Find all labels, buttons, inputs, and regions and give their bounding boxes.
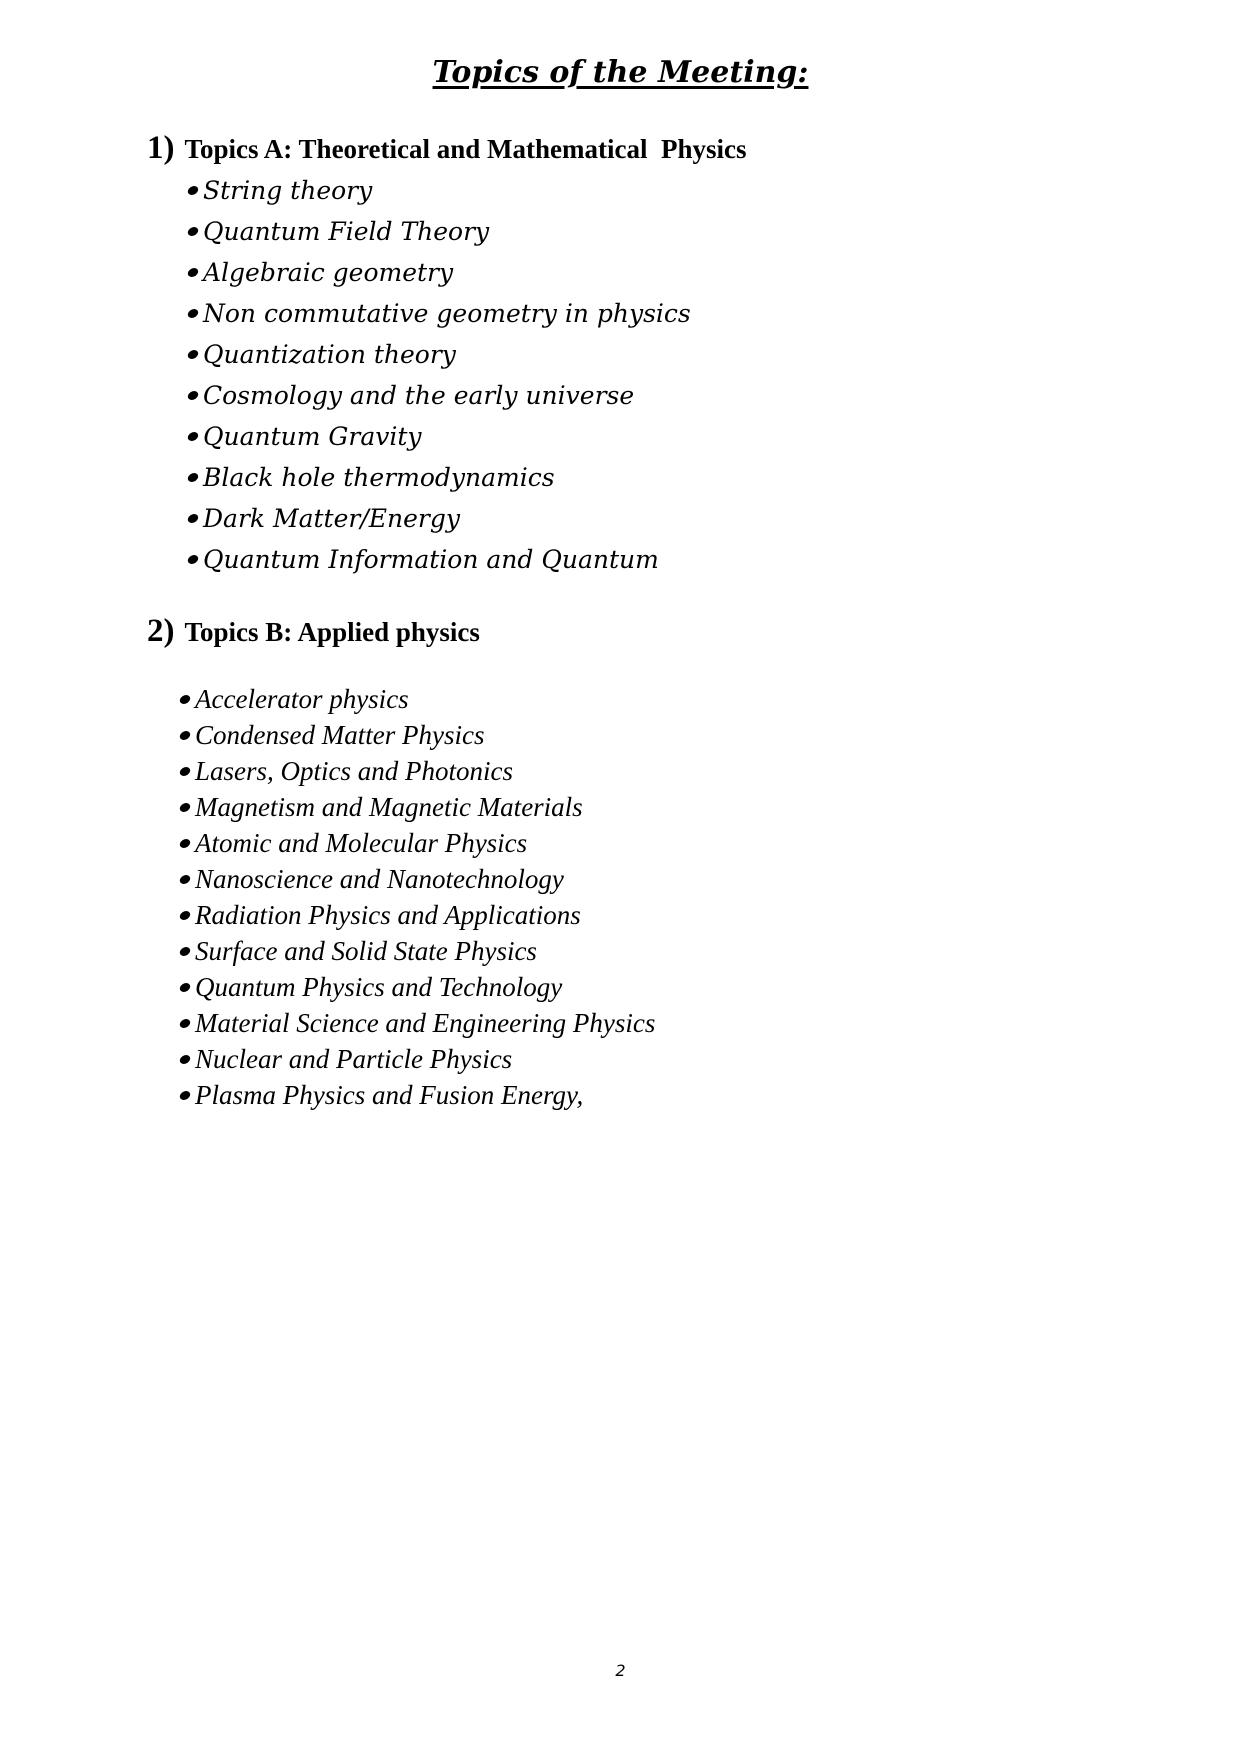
list-item-text: Algebraic geometry [203,258,454,287]
list-item [188,375,691,416]
bullet-icon [179,983,191,992]
list-item-text: Plasma Physics and Fusion Energy, [195,1080,584,1110]
bullet-icon [187,227,199,236]
list-item [188,211,691,252]
list-item [188,170,691,211]
bullet-icon [187,186,199,195]
list-item [180,825,655,861]
topics-b-list [180,681,655,1113]
section-title: Topics B: Applied physics [184,617,480,647]
list-item-text: Magnetism and Magnetic Materials [195,792,583,822]
bullet-icon [179,1055,191,1064]
page-number: 2 [615,1661,626,1680]
list-item [188,334,691,375]
list-item [188,457,691,498]
list-item [188,498,691,539]
bullet-icon [179,803,191,812]
list-item [180,1041,655,1077]
section-title: Topics A: Theoretical and Mathematical Physics [184,134,747,164]
list-item-text: Black hole thermodynamics [203,463,555,492]
list-item-text: Dark Matter/Energy [203,504,460,533]
bullet-icon [187,350,199,359]
list-item-text: Nuclear and Particle Physics [195,1044,513,1074]
list-item-text: Accelerator physics [195,684,409,714]
list-item [180,681,655,717]
list-item-text: Quantum Physics and Technology [195,972,563,1002]
list-item-text: Quantum Gravity [203,422,422,451]
list-item-text: Radiation Physics and Applications [195,900,581,930]
list-item-text: Nanoscience and Nanotechnology [195,864,564,894]
list-item-text: Quantum Information and Quantum [203,545,659,574]
bullet-icon [187,268,199,277]
list-item-text: Material Science and Engineering Physics [195,1008,656,1038]
bullet-icon [179,1091,191,1100]
list-item-text: Quantum Field Theory [203,217,490,246]
list-item-text: Condensed Matter Physics [195,720,485,750]
list-item-text: Surface and Solid State Physics [195,936,537,966]
topics-a-list [188,170,691,580]
list-item [180,897,655,933]
list-item-text: Quantization theory [203,340,456,369]
bullet-icon [179,1019,191,1028]
bullet-icon [179,731,191,740]
list-item-text: Cosmology and the early universe [203,381,635,410]
bullet-icon [187,309,199,318]
bullet-icon [179,911,191,920]
bullet-icon [187,391,199,400]
list-item-text: String theory [203,176,373,205]
section-b-heading [147,613,480,650]
bullet-icon [187,473,199,482]
list-item [180,1005,655,1041]
list-item [180,753,655,789]
list-item [180,933,655,969]
section-a-heading [147,130,747,167]
list-item [180,861,655,897]
bullet-icon [179,947,191,956]
list-item-text: Non commutative geometry in physics [203,299,691,328]
section-number: 1) [147,130,175,166]
bullet-icon [179,839,191,848]
list-item [188,539,691,580]
list-item [188,416,691,457]
bullet-icon [179,875,191,884]
list-item [188,252,691,293]
section-number: 2) [147,613,175,649]
list-item [180,969,655,1005]
list-item [180,717,655,753]
list-item [180,789,655,825]
list-item [180,1077,655,1113]
bullet-icon [179,695,191,704]
bullet-icon [179,767,191,776]
bullet-icon [187,555,199,564]
page-title: Topics of the Meeting: [432,55,809,90]
list-item-text: Lasers, Optics and Photonics [195,756,514,786]
bullet-icon [187,432,199,441]
bullet-icon [187,514,199,523]
list-item-text: Atomic and Molecular Physics [195,828,528,858]
list-item [188,293,691,334]
